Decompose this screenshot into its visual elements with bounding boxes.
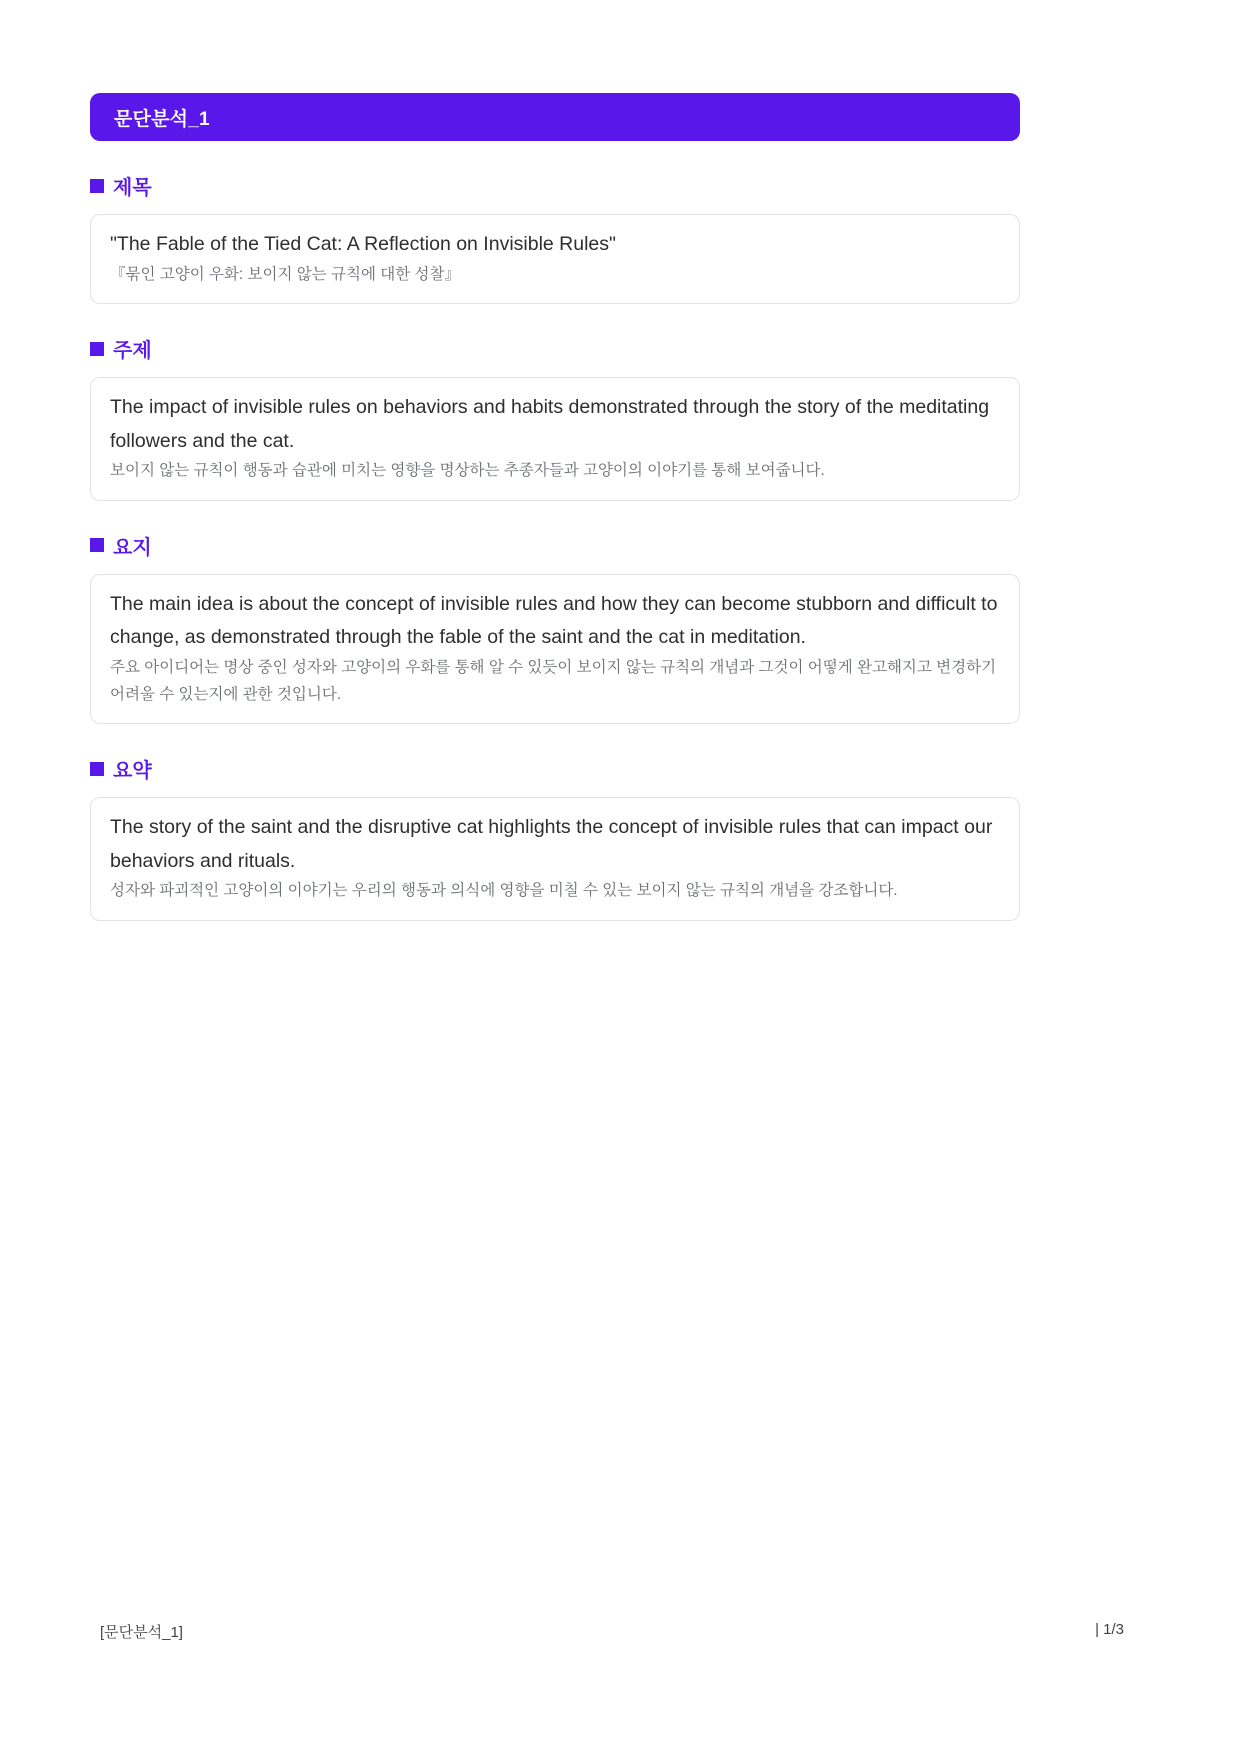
square-bullet-icon [90,762,104,776]
section-topic-box [90,377,1020,501]
english-text: The main idea is about the concept of invisible rules and how they can become stubborn and difficult to change, as demonstrated through the fable of the saint and the cat in meditation. [110,592,998,649]
english-text: The impact of invisible rules on behaviors and habits demonstrated through the story of the meditating followers and the cat. [110,396,990,452]
english-text: "The Fable of the Tied Cat: A Reflection on Invisible Rules" [110,233,616,255]
section-heading-label: 주제 [113,340,152,363]
header-title: 문단분석_1 [114,108,210,130]
korean-text: 성자와 파괴적인 고양이의 이야기는 우리의 행동과 의식에 영향을 미칠 수 있는 보이지 않는 규칙의 개념을 강조합니다. [110,882,898,900]
section-title-heading [90,171,1020,200]
page-footer [100,1621,1124,1642]
section-heading-label: 제목 [113,177,152,199]
section-heading-label: 요지 [113,536,152,559]
section-title-box [90,214,1020,304]
english-text: The story of the saint and the disruptive cat highlights the concept of invisible rules that can impact our behaviors and rituals. [110,816,993,872]
korean-text: 보이지 않는 규칙이 행동과 습관에 미치는 영향을 명상하는 추종자들과 고양이의 이야기를 통해 보여줍니다. [110,462,825,480]
document-page [90,93,1020,921]
section-summary [90,754,1020,921]
square-bullet-icon [90,538,104,552]
korean-text: 『묶인 고양이 우화: 보이지 않는 규칙에 대한 성찰』 [110,265,460,283]
section-summary-heading [90,754,1020,783]
section-main-point [90,531,1020,724]
footer-page-number: | 1/3 [1095,1621,1124,1638]
section-main-point-box [90,574,1020,724]
square-bullet-icon [90,342,104,356]
section-main-point-heading [90,531,1020,560]
section-heading-label: 요약 [113,760,152,783]
korean-text: 주요 아이디어는 명상 중인 성자와 고양이의 우화를 통해 알 수 있듯이 보이지 않는 규칙의 개념과 그것이 어떻게 완고해지고 변경하기 어려울 수 있는지에 관한 것입니다. [110,658,997,703]
section-topic [90,334,1020,501]
document-header-bar [90,93,1020,141]
section-topic-heading [90,334,1020,363]
square-bullet-icon [90,179,104,193]
footer-doc-label: [문단분석_1] [100,1624,183,1641]
section-title [90,171,1020,304]
section-summary-box [90,797,1020,921]
